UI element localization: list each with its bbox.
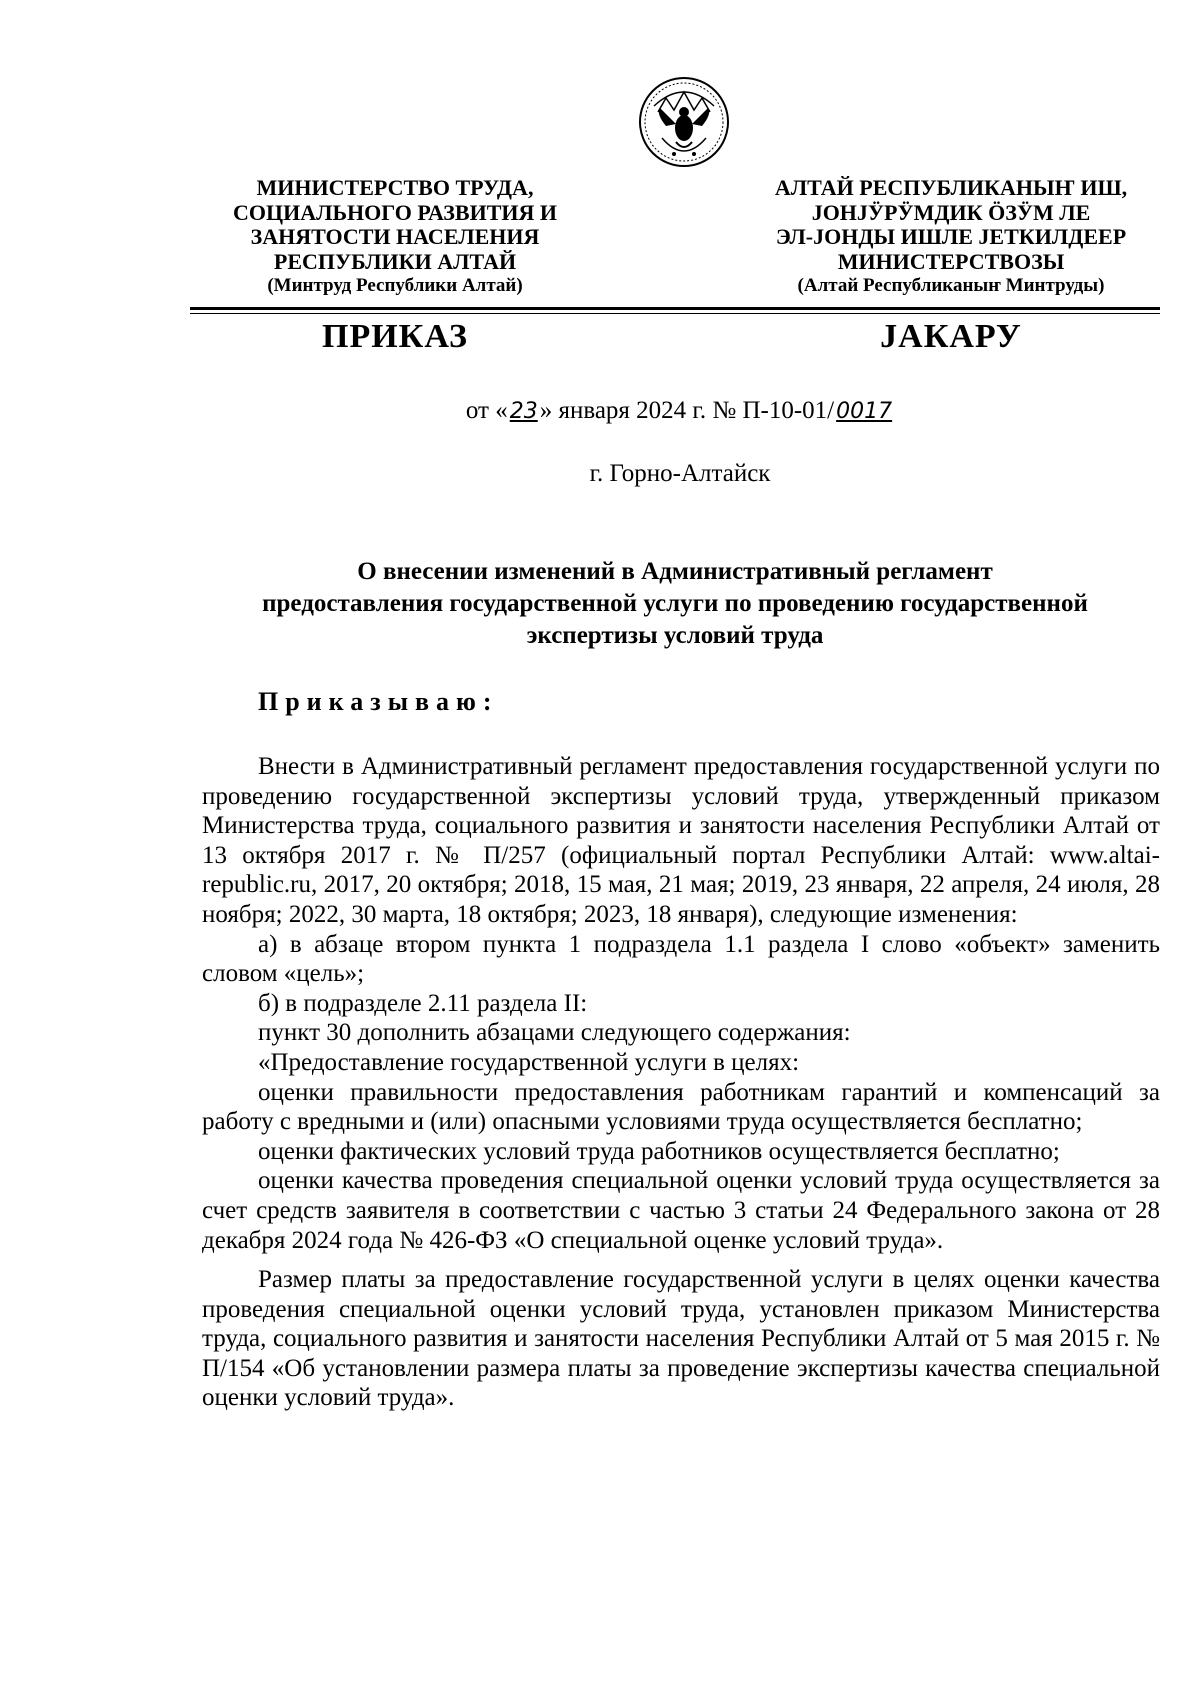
document-title-altai: JАКАРУ: [880, 318, 1022, 355]
ministry-name-line: МИНИСТЕРСТВО ТРУДА,: [256, 175, 534, 200]
header-divider-thick: [190, 307, 1160, 310]
body-paragraph: оценки правильности предоставления работникам гарантий и компенсаций за работу с вредными и (или) опасными условиями труда осуществляется бесплатно;: [202, 1078, 1160, 1136]
ministry-name-line: МИНИСТЕРСТВОЗЫ: [837, 248, 1065, 274]
subject-line: О внесении изменений в Административный регламент: [357, 558, 993, 585]
coat-of-arms-emblem: [636, 68, 732, 180]
ministry-name-line: АЛТАЙ РЕСПУБЛИКАНЫҤ ИШ,: [774, 175, 1128, 200]
ministry-name-line: СОЦИАЛЬНОГО РАЗВИТИЯ И: [233, 199, 557, 225]
body-paragraph: пункт 30 дополнить абзацами следующего содержания:: [258, 1019, 851, 1047]
order-number-handwritten: 0017: [836, 399, 893, 424]
decree-word: Приказываю:: [258, 687, 499, 716]
ministry-name-altai: [742, 176, 1160, 299]
body-paragraph: оценки фактических условий труда работников осуществляется бесплатно;: [258, 1137, 1060, 1165]
ministry-name-line: ЭЛ-JОНДЫ ИШЛЕ JЕТКИЛДЕЕР: [775, 224, 1127, 249]
order-date-number: [200, 397, 1160, 425]
subject-line: предоставления государственной услуги по проведению государственной: [262, 590, 1088, 617]
order-subject: [190, 556, 1160, 652]
ministry-abbreviation: (Алтай Республиканыҥ Минтруды): [797, 275, 1105, 296]
document-title-russian: ПРИКАЗ: [322, 318, 468, 355]
header-divider-thin: [190, 313, 1160, 314]
ministry-name-line: JОНJӰРӰМДИК ӦЗӰМ ЛЕ: [811, 199, 1091, 225]
body-paragraph: а) в абзаце втором пункта 1 подраздела 1.1 раздела I слово «объект» заменить словом «цель»;: [202, 930, 1160, 988]
order-body: [202, 752, 1160, 1413]
city-name: г. Горно-Алтайск: [589, 460, 771, 487]
order-date-prefix: от «: [465, 397, 508, 424]
ministry-name-line: ЗАНЯТОСТИ НАСЕЛЕНИЯ: [250, 224, 540, 249]
order-day-handwritten: 23: [509, 399, 538, 424]
body-paragraph: оценки качества проведения специальной оценки условий труда осуществляется за счет средств заявителя в соответствии с частью 3 статьи 24 Федерального закона от 28 декабря 2024 года № 426-ФЗ «О специальной оценке условий труда».: [202, 1167, 1160, 1254]
subject-line: экспертизы условий труда: [526, 622, 824, 649]
body-paragraph: «Предоставление государственной услуги в целях:: [258, 1048, 800, 1076]
body-paragraph: Размер платы за предоставление государственной услуги в целях оценки качества проведения специальной оценки условий труда, установлен приказом Министерства труда, социального развития и занятости населения Республики Алтай от 5 мая 2015 г. № П/154 «Об установлении размера платы за проведение экспертизы качества специальной оценки условий труда».: [202, 1266, 1160, 1412]
body-paragraph: б) в подразделе 2.11 раздела II:: [258, 989, 588, 1017]
order-date-middle: » января 2024 г. № П-10-01/: [539, 397, 835, 424]
ministry-name-line: РЕСПУБЛИКИ АЛТАЙ: [273, 248, 517, 274]
body-paragraph: Внести в Административный регламент предоставления государственной услуги по проведению государственной экспертизы условий труда, утвержденный приказом Министерства труда, социального развития и занятости населения Республики Алтай от 13 октября 2017 г. № П/257 (официальный портал Республики Алтай: www.altai-republic.ru, 2017, 20 октября; 2018, 15 мая, 21 мая; 2019, 23 января, 22 апреля, 24 июля, 28 ноября; 2022, 30 марта, 18 октября; 2023, 18 января), следующие изменения:: [202, 753, 1160, 928]
ministry-abbreviation: (Минтруд Республики Алтай): [267, 275, 523, 296]
ministry-name-russian: [190, 176, 600, 299]
